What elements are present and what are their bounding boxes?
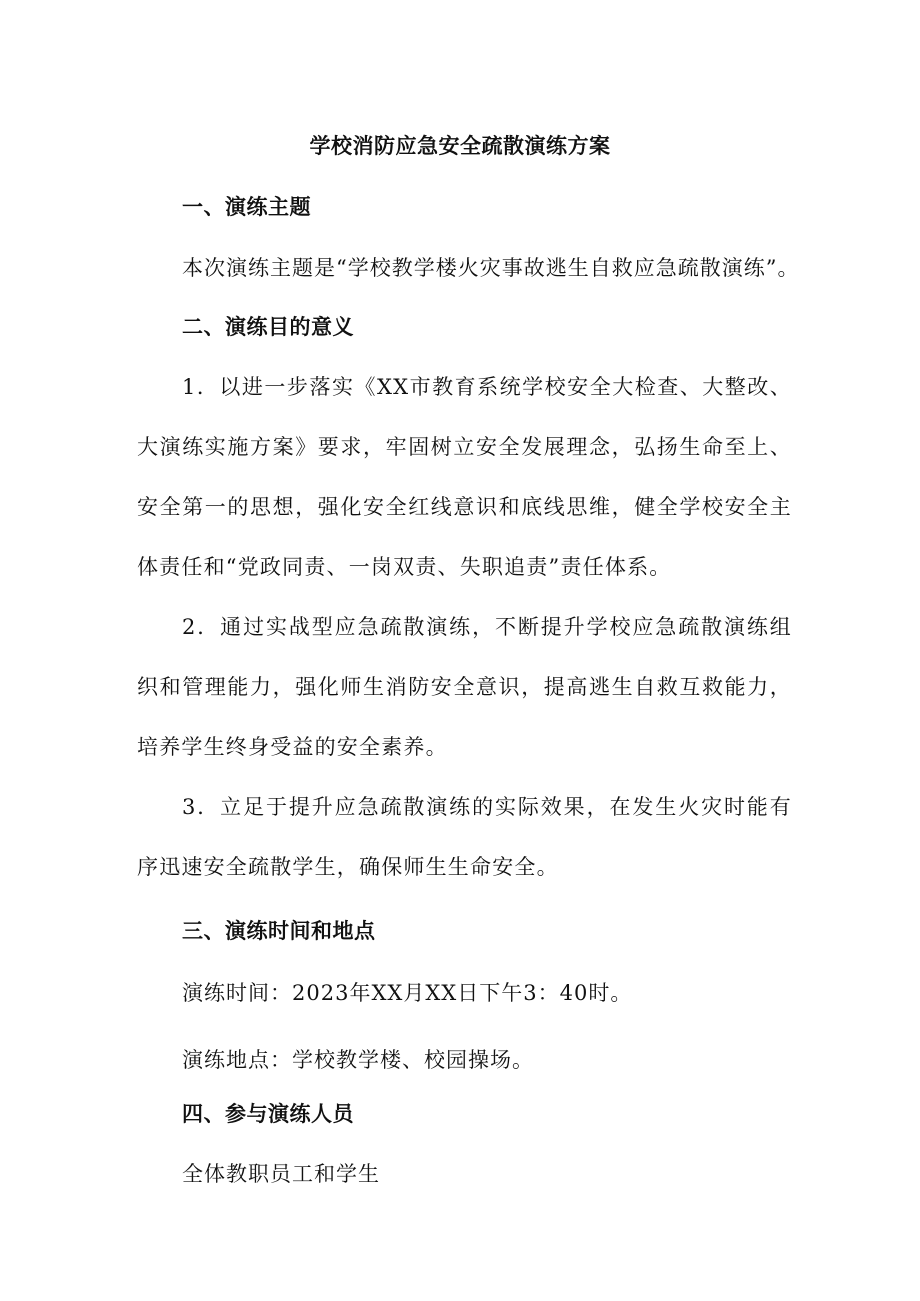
- section-heading-participants: 四、参与演练人员: [182, 1101, 354, 1126]
- theme-text: 本次演练主题是“学校教学楼火灾事故逃生自救应急疏散演练”。: [182, 256, 800, 280]
- section-heading-purpose: 二、演练目的意义: [182, 314, 354, 339]
- participants-text: 全体教职员工和学生: [182, 1162, 380, 1186]
- section-heading-time-place: 三、演练时间和地点: [182, 918, 376, 943]
- purpose-paragraph-2: 2．通过实战型应急疏散演练，不断提升学校应急疏散演练组织和管理能力，强化师生消防安全意识，提高逃生自救互救能力，培养学生终身受益的安全素养。: [137, 615, 792, 759]
- purpose-paragraph-3: 3．立足于提升应急疏散演练的实际效果，在发生火灾时能有序迅速安全疏散学生，确保师生生命安全。: [137, 795, 792, 879]
- drill-place: 演练地点：学校教学楼、校园操场。: [182, 1048, 534, 1072]
- drill-time: 演练时间：2023年XX月XX日下午3：40时。: [182, 981, 633, 1005]
- purpose-paragraph-1: 1．以进一步落实《XX市教育系统学校安全大检查、大整改、大演练实施方案》要求，牢固树立安全发展理念，弘扬生命至上、安全第一的思想，强化安全红线意识和底线思维，健全学校安全主体责任和“党政同责、一岗双责、失职追责”责任体系。: [137, 375, 792, 579]
- section-heading-theme: 一、演练主题: [182, 194, 311, 219]
- document-title: 学校消防应急安全疏散演练方案: [309, 133, 611, 158]
